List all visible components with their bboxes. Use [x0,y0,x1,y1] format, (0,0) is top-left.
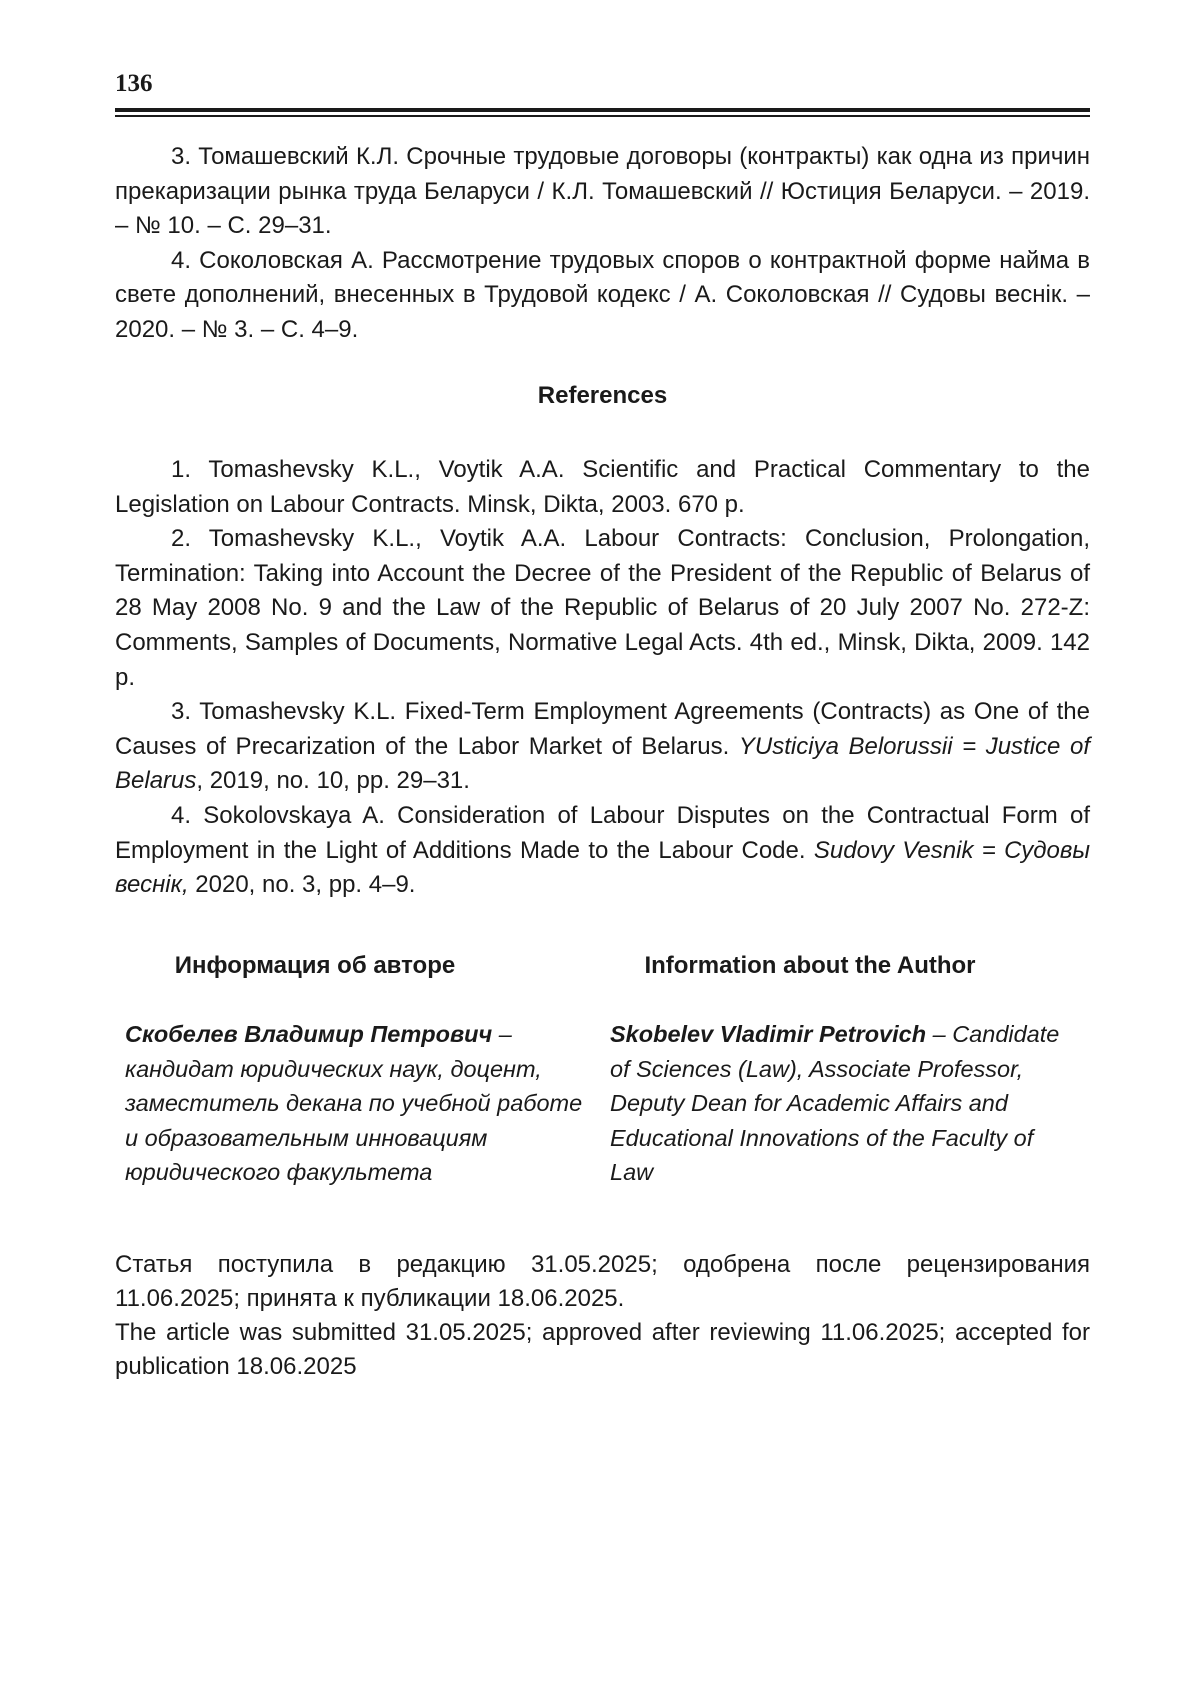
references-en-list [115,453,1090,903]
reference-item [115,799,1090,903]
article-dates-ru: Статья поступила в редакцию 31.05.2025; одобрена после рецензирования 11.06.2025; принята к публикации 18.06.2025. [115,1251,1090,1312]
reference-number: 4. [171,801,192,829]
author-info-en-heading: Information about the Author [644,952,976,979]
reference-number: 3. [171,698,192,726]
reference-item [115,695,1090,799]
page-number: 136 [115,70,153,97]
references-ru-list [115,140,1090,348]
reference-text: Tomashevsky K.L., Voytik A.A. Labour Contracts: Conclusion, Prolongation, Termination: Taking into Account the Decree of the President of the Republic of Belarus of 28 May 2008 No. 9 and the Law of the Republic of Belarus of 20 July 2007 No. 272-Z: Comments, Samples of Documents, Normative Legal Acts. 4th ed., Minsk, Dikta, 2009. 142 p. [115,525,1090,691]
reference-number: 1. [171,456,192,483]
reference-item [115,453,1090,522]
reference-text: Томашевский К.Л. Срочные трудовые договоры (контракты) как одна из причин прекаризации рынка труда Беларуси / К.Л. Томашевский // Юстиция Беларуси. – 2019. – № 10. – С. 29–31. [115,143,1091,240]
author-name-en: Skobelev Vladimir Petrovich [610,1021,927,1047]
author-details-ru: – кандидат юридических наук, доцент, заместитель декана по учебной работе и образовательным инновациям юридического факультета [125,1021,583,1185]
article-dates-en: The article was submitted 31.05.2025; approved after reviewing 11.06.2025; accepted for publication 18.06.2025 [115,1319,1090,1380]
reference-item [115,522,1090,695]
reference-text: Соколовская А. Рассмотрение трудовых споров о контрактной форме найма в свете дополнений, внесенных в Трудовой кодекс / А. Соколовская // Судовы веснік. – 2020. – № 3. – С. 4–9. [115,246,1090,343]
reference-tail: , 2019, no. 10, pp. 29–31. [196,767,470,795]
reference-text: Tomashevsky K.L. Fixed-Term Employment Agreements (Contracts) as One of the Causes of Precarization of the Labor Market of Belarus. [115,698,1090,760]
reference-number: 4. [171,246,192,274]
article-dates [115,1248,1090,1384]
author-name-ru: Скобелев Владимир Петрович [125,1021,493,1047]
reference-tail: 2020, no. 3, pp. 4–9. [188,871,416,899]
author-info-ru-heading: Информация об авторе [174,952,456,979]
reference-journal: Sudovy Vesnik = Судовы веснік, [115,836,1091,899]
reference-item [115,244,1090,348]
author-info-en-body [610,1017,1070,1190]
references-heading: References [537,382,668,409]
reference-item [115,140,1090,244]
reference-number: 2. [171,525,192,553]
reference-text: Sokolovskaya A. Consideration of Labour Disputes on the Contractual Form of Employment in the Light of Additions Made to the Labour Code. [115,801,1090,864]
reference-text: Tomashevsky K.L., Voytik A.A. Scientific and Practical Commentary to the Legislation on Labour Contracts. Minsk, Dikta, 2003. 670 p. [115,456,1090,518]
reference-number: 3. [171,143,192,170]
header-rule-thick [115,108,1090,112]
author-details-en: – Candidate of Sciences (Law), Associate Professor, Deputy Dean for Academic Affairs and Educational Innovations of the Faculty of Law [610,1021,1060,1185]
reference-journal: YUsticiya Belorussii = Justice of Belarus [115,732,1091,795]
author-info-ru-body [125,1017,585,1190]
header-rule-thin [115,115,1090,117]
